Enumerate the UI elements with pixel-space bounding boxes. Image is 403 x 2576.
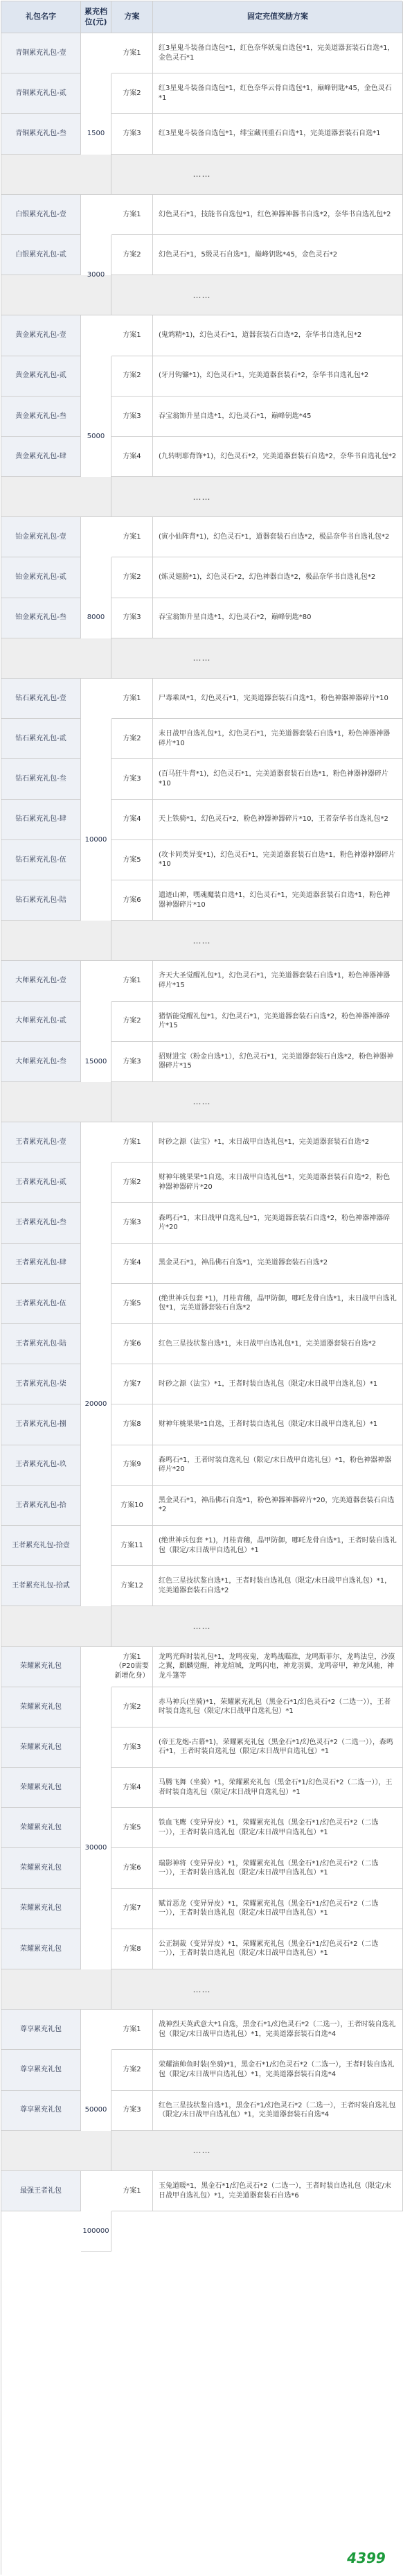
section-separator: ……: [1, 638, 403, 679]
gift-name-cell: 尊享累充礼包: [1, 2050, 81, 2090]
reward-content-cell: 猪悟能觉醒礼包*1，幻色灵石*1，完美道器套装石自选*2，粉色神器神器碎片*15: [153, 1002, 403, 1042]
gift-name-cell: 王者累充礼包-陆: [1, 1324, 81, 1364]
plan-cell: 方案1: [111, 517, 153, 557]
section-separator: ……: [1, 2131, 403, 2171]
plan-cell: 方案2: [111, 719, 153, 759]
gift-name-cell: 黄金累充礼包-贰: [1, 356, 81, 397]
plan-cell: 方案1: [111, 961, 153, 1001]
header-amount: 累充档位(元): [81, 1, 111, 33]
reward-content-cell: 齐天大圣觉醒礼包*1，幻色灵石*1，完美道器套装石自选*1，粉色神器神器碎片*15: [153, 961, 403, 1001]
plan-cell: 方案3: [111, 759, 153, 799]
reward-content-cell: (炼灵翅膀*1)，幻色灵石*2，幻色神器自选*2，极品奈华书自选礼包*2: [153, 557, 403, 598]
reward-content-cell: 战神烈天英武意大*1自选，黑金石*1/幻色灵石*2（二选一），王者时装自选礼包（限定/末日战甲自选礼包）*1，完美道器套装石自选*4: [153, 2010, 403, 2050]
reward-content-cell: (寅小仙阵背*1)，幻色灵石*1，道器套装石自选*2，极品奈华书自选礼包*2: [153, 517, 403, 557]
plan-cell: 方案3: [111, 2091, 153, 2131]
reward-table: [1, 1, 402, 2575]
amount-cell: 3000: [81, 235, 111, 315]
reward-content-cell: 财神年桃果果*1自选，末日战甲自选礼包*1，完美道器套装石自选*2，粉色神器神器碎片*20: [153, 1163, 403, 1203]
reward-content-cell: 铁血飞鹰（变异异皮）*1，荣耀累充礼包（黑金石*1/幻色灵石*2（二选一）），王者时装自选礼包（限定/末日战甲自选礼包）*1: [153, 1808, 403, 1848]
gift-name-cell: 青铜累充礼包-贰: [1, 73, 81, 114]
plan-cell: 方案6: [111, 880, 153, 921]
reward-content-cell: 瑞影神将（变异异皮）*1，荣耀累充礼包（黑金石*1/幻色灵石*2（二选一）），王者时装自选礼包（限定/末日战甲自选礼包）*1: [153, 1848, 403, 1888]
reward-content-cell: (百马狂牛背*1)，幻色灵石*1，完美道器套装石自选*1，粉色神器神器碎片*10: [153, 759, 403, 799]
plan-cell: 方案1: [111, 679, 153, 719]
amount-cell: 15000: [81, 1002, 111, 1123]
gift-name-cell: 荣耀累充礼包: [1, 1687, 81, 1728]
gift-name-cell: 尊享累充礼包: [1, 2010, 81, 2050]
header-name: 礼包名字: [1, 1, 81, 33]
reward-content-cell: 财神年桃果果*1自选，王者时装自选礼包（限定/末日战甲自选礼包）*1: [153, 1404, 403, 1445]
section-separator: ……: [1, 275, 403, 315]
section-separator: ……: [1, 155, 403, 195]
plan-cell: 方案2: [111, 1687, 153, 1728]
reward-content-cell: 赤马神兵(坐骑)*1，荣耀累充礼包（黑金石*1/幻色灵石*2（二选一）），王者时装自选礼包（限定/末日战甲自选礼包）*1: [153, 1687, 403, 1728]
watermark-logo: [333, 2544, 400, 2572]
gift-name-cell: 王者累充礼包-拾: [1, 1486, 81, 1526]
reward-content-cell: 森鸣石*1，王者时装自选礼包（限定/末日战甲自选礼包）*1，粉色神器神器碎片*20: [153, 1445, 403, 1486]
reward-content-cell: 吞宝翁饰升星自选*1，幻色灵石*1，巅峰钥匙*45: [153, 397, 403, 437]
gift-name-cell: 荣耀累充礼包: [1, 1768, 81, 1808]
section-separator: ……: [1, 1606, 403, 1646]
plan-cell: 方案3: [111, 1728, 153, 1768]
reward-content-cell: 赋首恶龙（变异异皮）*1，荣耀累充礼包（黑金石*1/幻色灵石*2（二选一）），王者时装自选礼包（限定/末日战甲自选礼包）*1: [153, 1889, 403, 1929]
gift-name-cell: 大师累充礼包-叁: [1, 1042, 81, 1082]
reward-content-cell: 幻色灵石*1，技能书自选包*1，红色神器神器书自选*2，奈华书自选礼包*2: [153, 195, 403, 235]
gift-name-cell: 荣耀累充礼包: [1, 1647, 81, 1687]
reward-content-cell: 红3星鬼斗装备自选包*1，红色奈华云骨自选包*1，巅峰钥匙*45，金色灵石*1: [153, 73, 403, 114]
plan-cell: 方案3: [111, 114, 153, 154]
plan-cell: 方案1（P20需要新增化身）: [111, 1647, 153, 1687]
reward-content-cell: (绝世神兵包套 *1)，月桂青穗，晶甲防御，哪吒龙骨自选*1，王者时装自选礼包（限定/末日战甲自选礼包）*1: [153, 1526, 403, 1566]
amount-cell: 1500: [81, 73, 111, 195]
reward-content-cell: 红3星鬼斗装备自选包*1，绯宝藏刊重石自选*1，完美道器套装石自选*1: [153, 114, 403, 154]
reward-content-cell: (绝世神兵包套 *1)，月桂青穗，晶甲防御，哪吒龙骨自选*1，末日战甲自选礼包*1，完美道器套装石自选*2: [153, 1284, 403, 1324]
gift-name-cell: 白银累充礼包-贰: [1, 235, 81, 275]
plan-cell: 方案2: [111, 557, 153, 598]
section-separator: ……: [1, 921, 403, 961]
plan-cell: 方案9: [111, 1445, 153, 1486]
gift-name-cell: 荣耀累充礼包: [1, 1808, 81, 1848]
gift-name-cell: 大师累充礼包-贰: [1, 1002, 81, 1042]
plan-cell: 方案2: [111, 1163, 153, 1203]
gift-name-cell: 荣耀累充礼包: [1, 1929, 81, 1969]
gift-name-cell: 铂金累充礼包-贰: [1, 557, 81, 598]
plan-cell: 方案6: [111, 1848, 153, 1888]
plan-cell: 方案4: [111, 1768, 153, 1808]
plan-cell: 方案1: [111, 2010, 153, 2050]
gift-name-cell: 荣耀累充礼包: [1, 1848, 81, 1888]
plan-cell: 方案11: [111, 1526, 153, 1566]
plan-cell: 方案5: [111, 1284, 153, 1324]
amount-cell: 30000: [81, 1687, 111, 2010]
gift-name-cell: 王者累充礼包-伍: [1, 1284, 81, 1324]
gift-name-cell: 王者累充礼包-拾贰: [1, 1566, 81, 1606]
reward-content-cell: 招财进宝（粉金自选*1），幻色灵石*1，完美道器套装石自选*2，粉色神器神器碎片*15: [153, 1042, 403, 1082]
gift-name-cell: 尊享累充礼包: [1, 2091, 81, 2131]
plan-cell: 方案10: [111, 1486, 153, 1526]
plan-cell: 方案2: [111, 235, 153, 275]
gift-name-cell: 黄金累充礼包-壹: [1, 315, 81, 356]
reward-content-cell: (九转明耶背饰*1)，幻色灵石*2，完美道器套装石自选*2，奈华书自选礼包*2: [153, 437, 403, 477]
reward-content-cell: 红色三星技状鉴自选*1，黑金石*1/幻色灵石*2（二选一），王者时装自选礼包（限定/末日战甲自选礼包）*1，完美道器套装石自选*4: [153, 2091, 403, 2131]
gift-name-cell: 王者累充礼包-贰: [1, 1163, 81, 1203]
gift-name-cell: 铂金累充礼包-壹: [1, 517, 81, 557]
amount-cell: 5000: [81, 356, 111, 518]
gift-name-cell: 大师累充礼包-壹: [1, 961, 81, 1001]
gift-name-cell: 铂金累充礼包-叁: [1, 598, 81, 638]
reward-content-cell: 玉兔道暖*1，黑金石*1/幻色灵石*2（二选一），王者时装自选礼包（限定/末日战甲自选礼包）*1，完美道器套装石自选*6: [153, 2171, 403, 2211]
gift-name-cell: 最强王者礼包: [1, 2171, 81, 2211]
section-separator: ……: [1, 1969, 403, 2010]
plan-cell: 方案1: [111, 2171, 153, 2211]
reward-content-cell: 末日战甲自选礼包*1，幻色灵石*1，完美道器套装石自选*1，粉色神器神器碎片*10: [153, 719, 403, 759]
gift-name-cell: 青铜累充礼包-叁: [1, 114, 81, 154]
plan-cell: 方案1: [111, 315, 153, 356]
reward-content-cell: 尸毒乘凤*1，幻色灵石*1，完美道器套装石自选*1，粉色神器神器碎片*10: [153, 679, 403, 719]
gift-name-cell: 王者累充礼包-壹: [1, 1122, 81, 1163]
reward-content-cell: 黑金灵石*1，神品佛石自选*1，粉色神器神器碎片*20，完美道器套装石自选*2: [153, 1486, 403, 1526]
gift-name-cell: 黄金累充礼包-肆: [1, 437, 81, 477]
reward-content-cell: 天上铁骑*1，幻色灵石*2，粉色神器神器碎片*10，王者奈华书自选礼包*2: [153, 800, 403, 840]
plan-cell: 方案4: [111, 1244, 153, 1284]
amount-cell: 50000: [81, 2050, 111, 2171]
gift-name-cell: 白银累充礼包-壹: [1, 195, 81, 235]
plan-cell: 方案8: [111, 1929, 153, 1969]
header-content: 固定充值奖励方案: [153, 1, 403, 33]
gift-name-cell: 黄金累充礼包-叁: [1, 397, 81, 437]
plan-cell: 方案2: [111, 356, 153, 397]
plan-cell: 方案3: [111, 397, 153, 437]
gift-name-cell: 钻石累充礼包-陆: [1, 880, 81, 921]
section-separator: ……: [1, 1082, 403, 1122]
reward-content-cell: 黑金灵石*1，神品佛石自选*1，完美道器套装石自选*2: [153, 1244, 403, 1284]
plan-cell: 方案6: [111, 1324, 153, 1364]
amount-cell: 10000: [81, 719, 111, 961]
reward-content-cell: 幻色灵石*1，5级灵石自选*1，巅峰钥匙*45，金色灵石*2: [153, 235, 403, 275]
gift-name-cell: 王者累充礼包-拾壹: [1, 1526, 81, 1566]
plan-cell: 方案5: [111, 1808, 153, 1848]
plan-cell: 方案2: [111, 2050, 153, 2090]
header-plan: 方案: [111, 1, 153, 33]
plan-cell: 方案1: [111, 33, 153, 73]
reward-content-cell: 红3星鬼斗装备自选包*1，红色奈华妖鬼自选包*1，完美道器套装石自选*1，金色灵石*1: [153, 33, 403, 73]
plan-cell: 方案3: [111, 1203, 153, 1243]
watermark-text: 4399: [347, 2550, 386, 2566]
amount-cell: 100000: [81, 2211, 111, 2252]
section-separator: ……: [1, 477, 403, 517]
reward-content-cell: 马腾飞舞（坐骑）*1，荣耀累充礼包（黑金石*1/幻色灵石*2（二选一）），王者时装自选礼包（限定/末日战甲自选礼包）*1: [153, 1768, 403, 1808]
gift-name-cell: 王者累充礼包-叁: [1, 1203, 81, 1243]
reward-content-cell: (鬼鸩精*1)，幻色灵石*1，道器套装石自选*2，奈华书自选礼包*2: [153, 315, 403, 356]
plan-cell: 方案1: [111, 1122, 153, 1163]
gift-name-cell: 钻石累充礼包-肆: [1, 800, 81, 840]
plan-cell: 方案3: [111, 1042, 153, 1082]
reward-content-cell: 红色三星技状鉴自选*1，王者时装自选礼包（限定/末日战甲自选礼包）*1，完美道器套装石自选*2: [153, 1566, 403, 1606]
reward-content-cell: 时砂之源（法宝）*1，末日战甲自选礼包*1，完美道器套装石自选*2: [153, 1122, 403, 1163]
plan-cell: 方案7: [111, 1889, 153, 1929]
reward-content-cell: 森鸣石*1，末日战甲自选礼包*1，完美道器套装石自选*2，粉色神器神器碎片*20: [153, 1203, 403, 1243]
plan-cell: 方案4: [111, 437, 153, 477]
gift-name-cell: 王者累充礼包-捌: [1, 1404, 81, 1445]
gift-name-cell: 钻石累充礼包-贰: [1, 719, 81, 759]
plan-cell: 方案7: [111, 1364, 153, 1404]
reward-content-cell: (帝王龙炮-古幕*1)，荣耀累充礼包（黑金石*1/幻色灵石*2（二选一）），森鸣石*1，王者时装自选礼包（限定/末日战甲自选礼包）*1: [153, 1728, 403, 1768]
plan-cell: 方案2: [111, 73, 153, 114]
plan-cell: 方案5: [111, 840, 153, 880]
gift-name-cell: 王者累充礼包-肆: [1, 1244, 81, 1284]
plan-cell: 方案4: [111, 800, 153, 840]
gift-name-cell: 荣耀累充礼包: [1, 1889, 81, 1929]
gift-name-cell: 钻石累充礼包-叁: [1, 759, 81, 799]
gift-name-cell: 钻石累充礼包-壹: [1, 679, 81, 719]
gift-name-cell: 钻石累充礼包-伍: [1, 840, 81, 880]
reward-content-cell: (攻卡同类异变*1)，幻色灵石*1，完美道器套装石自选*1，粉色神器神器碎片*10: [153, 840, 403, 880]
reward-content-cell: 红色三星技状鉴自选*1，末日战甲自选礼包*1，完美道器套装石自选*2: [153, 1324, 403, 1364]
gift-name-cell: 王者累充礼包-玖: [1, 1445, 81, 1486]
gift-name-cell: 王者累充礼包-柒: [1, 1364, 81, 1404]
reward-content-cell: 荣耀演帅鱼时装(坐骑)*1，黑金石*1/幻色灵石*2（二选一），王者时装自选礼包（限定/末日战甲自选礼包）*1，完美道器套装石自选*4: [153, 2050, 403, 2090]
reward-content-cell: 时砂之源（法宝）*1，王者时装自选礼包（限定/末日战甲自选礼包）*1: [153, 1364, 403, 1404]
amount-cell: 20000: [81, 1163, 111, 1646]
amount-cell: 8000: [81, 557, 111, 679]
plan-cell: 方案3: [111, 598, 153, 638]
reward-content-cell: 龙鸣光辉时装礼包*1，龙鸣夜鬼，龙鸣战瞄准，龙鸣斯菲尔，龙鸣法皇，沙漠之翼，麒麟觉醒，神龙煊城，龙鸣闪电，神龙羽翼，龙鸣帝甲，神龙风驰，神龙斗篷等: [153, 1647, 403, 1687]
reward-content-cell: 吞宝翁饰升星自选*1，幻色灵石*2，巅峰钥匙*80: [153, 598, 403, 638]
plan-cell: 方案2: [111, 1002, 153, 1042]
gift-name-cell: 青铜累充礼包-壹: [1, 33, 81, 73]
plan-cell: 方案12: [111, 1566, 153, 1606]
plan-cell: 方案8: [111, 1404, 153, 1445]
reward-content-cell: 公正制裁（变异异皮）*1，荣耀累充礼包（黑金石*1/幻色灵石*2（二选一）），王者时装自选礼包（限定/末日战甲自选礼包）*1: [153, 1929, 403, 1969]
reward-content-cell: (牙月钩镰*1)，幻色灵石*1，完美道器套装石*2，奈华书自选礼包*2: [153, 356, 403, 397]
reward-content-cell: 遗迹山神，嘿魂魔装自选*1，幻色灵石*1，完美道器套装石自选*1，粉色神器神器碎片*10: [153, 880, 403, 921]
gift-name-cell: 荣耀累充礼包: [1, 1728, 81, 1768]
plan-cell: 方案1: [111, 195, 153, 235]
